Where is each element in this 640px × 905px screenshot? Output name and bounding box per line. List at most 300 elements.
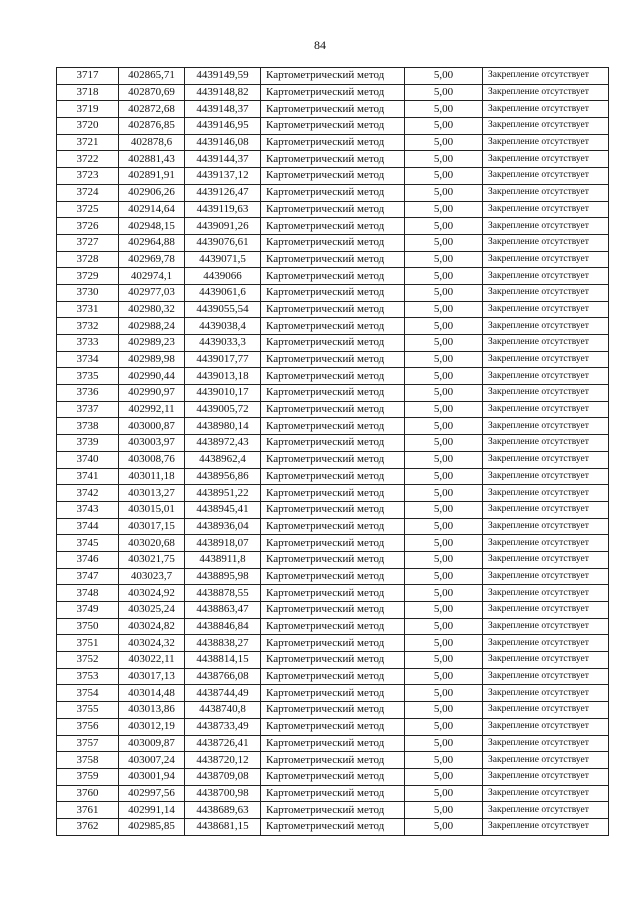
- fixation-cell: Закрепление отсутствует: [483, 485, 609, 502]
- fixation-cell: Закрепление отсутствует: [483, 818, 609, 835]
- fixation-cell: Закрепление отсутствует: [483, 685, 609, 702]
- table-row: [57, 68, 609, 85]
- x-coordinate-cell: 403008,76: [119, 451, 185, 468]
- method-cell: Картометрический метод: [261, 234, 405, 251]
- method-cell: Картометрический метод: [261, 368, 405, 385]
- point-number-cell: 3728: [57, 251, 119, 268]
- method-cell: Картометрический метод: [261, 735, 405, 752]
- method-cell: Картометрический метод: [261, 685, 405, 702]
- point-number-cell: 3760: [57, 785, 119, 802]
- x-coordinate-cell: 403021,75: [119, 551, 185, 568]
- fixation-cell: Закрепление отсутствует: [483, 118, 609, 135]
- table-row: [57, 251, 609, 268]
- table-row: [57, 351, 609, 368]
- method-cell: Картометрический метод: [261, 618, 405, 635]
- table-row: [57, 702, 609, 719]
- x-coordinate-cell: 402891,91: [119, 168, 185, 185]
- point-number-cell: 3749: [57, 602, 119, 619]
- y-coordinate-cell: 4438945,41: [185, 501, 261, 518]
- y-coordinate-cell: 4439119,63: [185, 201, 261, 218]
- x-coordinate-cell: 403020,68: [119, 535, 185, 552]
- accuracy-cell: 5,00: [405, 785, 483, 802]
- point-number-cell: 3761: [57, 802, 119, 819]
- method-cell: Картометрический метод: [261, 168, 405, 185]
- fixation-cell: Закрепление отсутствует: [483, 84, 609, 101]
- point-number-cell: 3727: [57, 234, 119, 251]
- fixation-cell: Закрепление отсутствует: [483, 251, 609, 268]
- y-coordinate-cell: 4439146,08: [185, 134, 261, 151]
- fixation-cell: Закрепление отсутствует: [483, 501, 609, 518]
- fixation-cell: Закрепление отсутствует: [483, 385, 609, 402]
- point-number-cell: 3742: [57, 485, 119, 502]
- fixation-cell: Закрепление отсутствует: [483, 735, 609, 752]
- y-coordinate-cell: 4439055,54: [185, 301, 261, 318]
- method-cell: Картометрический метод: [261, 268, 405, 285]
- y-coordinate-cell: 4438895,98: [185, 568, 261, 585]
- point-number-cell: 3731: [57, 301, 119, 318]
- fixation-cell: Закрепление отсутствует: [483, 351, 609, 368]
- fixation-cell: Закрепление отсутствует: [483, 468, 609, 485]
- accuracy-cell: 5,00: [405, 535, 483, 552]
- method-cell: Картометрический метод: [261, 585, 405, 602]
- point-number-cell: 3723: [57, 168, 119, 185]
- point-number-cell: 3754: [57, 685, 119, 702]
- point-number-cell: 3745: [57, 535, 119, 552]
- method-cell: Картометрический метод: [261, 385, 405, 402]
- method-cell: Картометрический метод: [261, 218, 405, 235]
- y-coordinate-cell: 4438744,49: [185, 685, 261, 702]
- fixation-cell: Закрепление отсутствует: [483, 368, 609, 385]
- y-coordinate-cell: 4438681,15: [185, 818, 261, 835]
- point-number-cell: 3722: [57, 151, 119, 168]
- table-row: [57, 134, 609, 151]
- method-cell: Картометрический метод: [261, 652, 405, 669]
- accuracy-cell: 5,00: [405, 251, 483, 268]
- x-coordinate-cell: 403001,94: [119, 768, 185, 785]
- accuracy-cell: 5,00: [405, 268, 483, 285]
- x-coordinate-cell: 402974,1: [119, 268, 185, 285]
- table-row: [57, 151, 609, 168]
- accuracy-cell: 5,00: [405, 435, 483, 452]
- method-cell: Картометрический метод: [261, 635, 405, 652]
- point-number-cell: 3733: [57, 335, 119, 352]
- method-cell: Картометрический метод: [261, 702, 405, 719]
- point-number-cell: 3730: [57, 284, 119, 301]
- point-number-cell: 3718: [57, 84, 119, 101]
- x-coordinate-cell: 403014,48: [119, 685, 185, 702]
- y-coordinate-cell: 4439149,59: [185, 68, 261, 85]
- fixation-cell: Закрепление отсутствует: [483, 284, 609, 301]
- method-cell: Картометрический метод: [261, 501, 405, 518]
- table-row: [57, 618, 609, 635]
- fixation-cell: Закрепление отсутствует: [483, 201, 609, 218]
- table-row: [57, 84, 609, 101]
- y-coordinate-cell: 4439010,17: [185, 385, 261, 402]
- point-number-cell: 3746: [57, 551, 119, 568]
- table-row: [57, 401, 609, 418]
- accuracy-cell: 5,00: [405, 284, 483, 301]
- accuracy-cell: 5,00: [405, 668, 483, 685]
- y-coordinate-cell: 4438740,8: [185, 702, 261, 719]
- y-coordinate-cell: 4439091,26: [185, 218, 261, 235]
- point-number-cell: 3725: [57, 201, 119, 218]
- method-cell: Картометрический метод: [261, 468, 405, 485]
- accuracy-cell: 5,00: [405, 635, 483, 652]
- table-row: [57, 184, 609, 201]
- y-coordinate-cell: 4438956,86: [185, 468, 261, 485]
- table-row: [57, 451, 609, 468]
- x-coordinate-cell: 403009,87: [119, 735, 185, 752]
- point-number-cell: 3737: [57, 401, 119, 418]
- fixation-cell: Закрепление отсутствует: [483, 151, 609, 168]
- point-number-cell: 3748: [57, 585, 119, 602]
- x-coordinate-cell: 403024,92: [119, 585, 185, 602]
- method-cell: Картометрический метод: [261, 101, 405, 118]
- method-cell: Картометрический метод: [261, 151, 405, 168]
- method-cell: Картометрический метод: [261, 551, 405, 568]
- method-cell: Картометрический метод: [261, 335, 405, 352]
- x-coordinate-cell: 403017,13: [119, 668, 185, 685]
- table-row: [57, 168, 609, 185]
- table-row: [57, 635, 609, 652]
- table-row: [57, 585, 609, 602]
- x-coordinate-cell: 402870,69: [119, 84, 185, 101]
- x-coordinate-cell: 403024,82: [119, 618, 185, 635]
- method-cell: Картометрический метод: [261, 418, 405, 435]
- fixation-cell: Закрепление отсутствует: [483, 718, 609, 735]
- accuracy-cell: 5,00: [405, 652, 483, 669]
- accuracy-cell: 5,00: [405, 401, 483, 418]
- x-coordinate-cell: 403013,27: [119, 485, 185, 502]
- table-row: [57, 518, 609, 535]
- x-coordinate-cell: 402988,24: [119, 318, 185, 335]
- accuracy-cell: 5,00: [405, 802, 483, 819]
- x-coordinate-cell: 402881,43: [119, 151, 185, 168]
- x-coordinate-cell: 402865,71: [119, 68, 185, 85]
- method-cell: Картометрический метод: [261, 535, 405, 552]
- table-row: [57, 752, 609, 769]
- table-row: [57, 802, 609, 819]
- x-coordinate-cell: 402969,78: [119, 251, 185, 268]
- x-coordinate-cell: 403011,18: [119, 468, 185, 485]
- point-number-cell: 3719: [57, 101, 119, 118]
- x-coordinate-cell: 402985,85: [119, 818, 185, 835]
- method-cell: Картометрический метод: [261, 802, 405, 819]
- x-coordinate-cell: 403015,01: [119, 501, 185, 518]
- accuracy-cell: 5,00: [405, 335, 483, 352]
- accuracy-cell: 5,00: [405, 685, 483, 702]
- x-coordinate-cell: 402948,15: [119, 218, 185, 235]
- x-coordinate-cell: 402876,85: [119, 118, 185, 135]
- x-coordinate-cell: 402964,88: [119, 234, 185, 251]
- point-number-cell: 3758: [57, 752, 119, 769]
- y-coordinate-cell: 4438878,55: [185, 585, 261, 602]
- point-number-cell: 3724: [57, 184, 119, 201]
- fixation-cell: Закрепление отсутствует: [483, 418, 609, 435]
- table-row: [57, 201, 609, 218]
- fixation-cell: Закрепление отсутствует: [483, 218, 609, 235]
- x-coordinate-cell: 403003,97: [119, 435, 185, 452]
- y-coordinate-cell: 4439076,61: [185, 234, 261, 251]
- y-coordinate-cell: 4439005,72: [185, 401, 261, 418]
- x-coordinate-cell: 402989,98: [119, 351, 185, 368]
- y-coordinate-cell: 4439126,47: [185, 184, 261, 201]
- accuracy-cell: 5,00: [405, 501, 483, 518]
- accuracy-cell: 5,00: [405, 451, 483, 468]
- table-row: [57, 468, 609, 485]
- method-cell: Картометрический метод: [261, 118, 405, 135]
- point-number-cell: 3756: [57, 718, 119, 735]
- fixation-cell: Закрепление отсутствует: [483, 451, 609, 468]
- x-coordinate-cell: 403024,32: [119, 635, 185, 652]
- accuracy-cell: 5,00: [405, 468, 483, 485]
- x-coordinate-cell: 402878,6: [119, 134, 185, 151]
- y-coordinate-cell: 4439066: [185, 268, 261, 285]
- point-number-cell: 3734: [57, 351, 119, 368]
- y-coordinate-cell: 4438766,08: [185, 668, 261, 685]
- accuracy-cell: 5,00: [405, 201, 483, 218]
- accuracy-cell: 5,00: [405, 618, 483, 635]
- accuracy-cell: 5,00: [405, 234, 483, 251]
- accuracy-cell: 5,00: [405, 151, 483, 168]
- y-coordinate-cell: 4438863,47: [185, 602, 261, 619]
- y-coordinate-cell: 4438733,49: [185, 718, 261, 735]
- accuracy-cell: 5,00: [405, 585, 483, 602]
- y-coordinate-cell: 4438936,04: [185, 518, 261, 535]
- point-number-cell: 3726: [57, 218, 119, 235]
- y-coordinate-cell: 4438689,63: [185, 802, 261, 819]
- accuracy-cell: 5,00: [405, 518, 483, 535]
- fixation-cell: Закрепление отсутствует: [483, 318, 609, 335]
- accuracy-cell: 5,00: [405, 551, 483, 568]
- y-coordinate-cell: 4438814,15: [185, 652, 261, 669]
- point-number-cell: 3750: [57, 618, 119, 635]
- x-coordinate-cell: 403013,86: [119, 702, 185, 719]
- accuracy-cell: 5,00: [405, 752, 483, 769]
- method-cell: Картометрический метод: [261, 201, 405, 218]
- y-coordinate-cell: 4439038,4: [185, 318, 261, 335]
- table-row: [57, 818, 609, 835]
- y-coordinate-cell: 4439148,37: [185, 101, 261, 118]
- method-cell: Картометрический метод: [261, 68, 405, 85]
- accuracy-cell: 5,00: [405, 301, 483, 318]
- x-coordinate-cell: 402991,14: [119, 802, 185, 819]
- point-number-cell: 3747: [57, 568, 119, 585]
- fixation-cell: Закрепление отсутствует: [483, 134, 609, 151]
- accuracy-cell: 5,00: [405, 818, 483, 835]
- fixation-cell: Закрепление отсутствует: [483, 785, 609, 802]
- table-row: [57, 718, 609, 735]
- accuracy-cell: 5,00: [405, 134, 483, 151]
- fixation-cell: Закрепление отсутствует: [483, 268, 609, 285]
- method-cell: Картометрический метод: [261, 518, 405, 535]
- fixation-cell: Закрепление отсутствует: [483, 668, 609, 685]
- point-number-cell: 3743: [57, 501, 119, 518]
- method-cell: Картометрический метод: [261, 184, 405, 201]
- y-coordinate-cell: 4439061,6: [185, 284, 261, 301]
- x-coordinate-cell: 403022,11: [119, 652, 185, 669]
- accuracy-cell: 5,00: [405, 485, 483, 502]
- page-number: 84: [314, 38, 326, 52]
- point-number-cell: 3752: [57, 652, 119, 669]
- y-coordinate-cell: 4438918,07: [185, 535, 261, 552]
- accuracy-cell: 5,00: [405, 101, 483, 118]
- table-row: [57, 118, 609, 135]
- point-number-cell: 3755: [57, 702, 119, 719]
- y-coordinate-cell: 4438911,8: [185, 551, 261, 568]
- fixation-cell: Закрепление отсутствует: [483, 435, 609, 452]
- y-coordinate-cell: 4438726,41: [185, 735, 261, 752]
- x-coordinate-cell: 402990,97: [119, 385, 185, 402]
- accuracy-cell: 5,00: [405, 184, 483, 201]
- accuracy-cell: 5,00: [405, 702, 483, 719]
- point-number-cell: 3717: [57, 68, 119, 85]
- table-row: [57, 551, 609, 568]
- x-coordinate-cell: 402906,26: [119, 184, 185, 201]
- fixation-cell: Закрепление отсутствует: [483, 802, 609, 819]
- accuracy-cell: 5,00: [405, 735, 483, 752]
- fixation-cell: Закрепление отсутствует: [483, 551, 609, 568]
- table-row: [57, 368, 609, 385]
- table-row: [57, 234, 609, 251]
- y-coordinate-cell: 4439137,12: [185, 168, 261, 185]
- accuracy-cell: 5,00: [405, 68, 483, 85]
- y-coordinate-cell: 4438838,27: [185, 635, 261, 652]
- y-coordinate-cell: 4438980,14: [185, 418, 261, 435]
- fixation-cell: Закрепление отсутствует: [483, 234, 609, 251]
- y-coordinate-cell: 4439146,95: [185, 118, 261, 135]
- x-coordinate-cell: 402980,32: [119, 301, 185, 318]
- method-cell: Картометрический метод: [261, 485, 405, 502]
- table-row: [57, 335, 609, 352]
- method-cell: Картометрический метод: [261, 351, 405, 368]
- coordinates-table-body: [57, 68, 609, 836]
- table-row: [57, 685, 609, 702]
- x-coordinate-cell: 403025,24: [119, 602, 185, 619]
- table-row: [57, 268, 609, 285]
- x-coordinate-cell: 402872,68: [119, 101, 185, 118]
- y-coordinate-cell: 4438951,22: [185, 485, 261, 502]
- fixation-cell: Закрепление отсутствует: [483, 335, 609, 352]
- method-cell: Картометрический метод: [261, 451, 405, 468]
- table-row: [57, 418, 609, 435]
- y-coordinate-cell: 4438720,12: [185, 752, 261, 769]
- table-row: [57, 652, 609, 669]
- accuracy-cell: 5,00: [405, 718, 483, 735]
- method-cell: Картометрический метод: [261, 768, 405, 785]
- table-row: [57, 535, 609, 552]
- table-row: [57, 218, 609, 235]
- x-coordinate-cell: 402989,23: [119, 335, 185, 352]
- y-coordinate-cell: 4439033,3: [185, 335, 261, 352]
- method-cell: Картометрический метод: [261, 134, 405, 151]
- accuracy-cell: 5,00: [405, 568, 483, 585]
- fixation-cell: Закрепление отсутствует: [483, 635, 609, 652]
- y-coordinate-cell: 4438972,43: [185, 435, 261, 452]
- y-coordinate-cell: 4438962,4: [185, 451, 261, 468]
- fixation-cell: Закрепление отсутствует: [483, 184, 609, 201]
- accuracy-cell: 5,00: [405, 385, 483, 402]
- table-row: [57, 501, 609, 518]
- method-cell: Картометрический метод: [261, 284, 405, 301]
- accuracy-cell: 5,00: [405, 351, 483, 368]
- x-coordinate-cell: 403007,24: [119, 752, 185, 769]
- y-coordinate-cell: 4438846,84: [185, 618, 261, 635]
- fixation-cell: Закрепление отсутствует: [483, 535, 609, 552]
- x-coordinate-cell: 403023,7: [119, 568, 185, 585]
- method-cell: Картометрический метод: [261, 251, 405, 268]
- accuracy-cell: 5,00: [405, 318, 483, 335]
- x-coordinate-cell: 403017,15: [119, 518, 185, 535]
- accuracy-cell: 5,00: [405, 418, 483, 435]
- point-number-cell: 3753: [57, 668, 119, 685]
- point-number-cell: 3757: [57, 735, 119, 752]
- table-row: [57, 301, 609, 318]
- method-cell: Картометрический метод: [261, 668, 405, 685]
- y-coordinate-cell: 4438700,98: [185, 785, 261, 802]
- point-number-cell: 3736: [57, 385, 119, 402]
- point-number-cell: 3721: [57, 134, 119, 151]
- table-row: [57, 485, 609, 502]
- fixation-cell: Закрепление отсутствует: [483, 652, 609, 669]
- accuracy-cell: 5,00: [405, 168, 483, 185]
- table-row: [57, 602, 609, 619]
- method-cell: Картометрический метод: [261, 84, 405, 101]
- table-row: [57, 668, 609, 685]
- point-number-cell: 3729: [57, 268, 119, 285]
- method-cell: Картометрический метод: [261, 602, 405, 619]
- y-coordinate-cell: 4439144,37: [185, 151, 261, 168]
- fixation-cell: Закрепление отсутствует: [483, 168, 609, 185]
- fixation-cell: Закрепление отсутствует: [483, 618, 609, 635]
- table-row: [57, 318, 609, 335]
- method-cell: Картометрический метод: [261, 818, 405, 835]
- table-row: [57, 768, 609, 785]
- x-coordinate-cell: 402990,44: [119, 368, 185, 385]
- method-cell: Картометрический метод: [261, 318, 405, 335]
- y-coordinate-cell: 4439013,18: [185, 368, 261, 385]
- method-cell: Картометрический метод: [261, 301, 405, 318]
- point-number-cell: 3762: [57, 818, 119, 835]
- fixation-cell: Закрепление отсутствует: [483, 68, 609, 85]
- fixation-cell: Закрепление отсутствует: [483, 702, 609, 719]
- method-cell: Картометрический метод: [261, 785, 405, 802]
- x-coordinate-cell: 402997,56: [119, 785, 185, 802]
- method-cell: Картометрический метод: [261, 435, 405, 452]
- point-number-cell: 3744: [57, 518, 119, 535]
- x-coordinate-cell: 403000,87: [119, 418, 185, 435]
- x-coordinate-cell: 402992,11: [119, 401, 185, 418]
- fixation-cell: Закрепление отсутствует: [483, 518, 609, 535]
- method-cell: Картометрический метод: [261, 568, 405, 585]
- accuracy-cell: 5,00: [405, 768, 483, 785]
- point-number-cell: 3735: [57, 368, 119, 385]
- accuracy-cell: 5,00: [405, 602, 483, 619]
- table-row: [57, 735, 609, 752]
- coordinates-table: [56, 67, 609, 836]
- fixation-cell: Закрепление отсутствует: [483, 301, 609, 318]
- accuracy-cell: 5,00: [405, 368, 483, 385]
- y-coordinate-cell: 4438709,08: [185, 768, 261, 785]
- accuracy-cell: 5,00: [405, 118, 483, 135]
- x-coordinate-cell: 402914,64: [119, 201, 185, 218]
- table-row: [57, 284, 609, 301]
- point-number-cell: 3732: [57, 318, 119, 335]
- point-number-cell: 3759: [57, 768, 119, 785]
- table-row: [57, 785, 609, 802]
- y-coordinate-cell: 4439017,77: [185, 351, 261, 368]
- fixation-cell: Закрепление отсутствует: [483, 585, 609, 602]
